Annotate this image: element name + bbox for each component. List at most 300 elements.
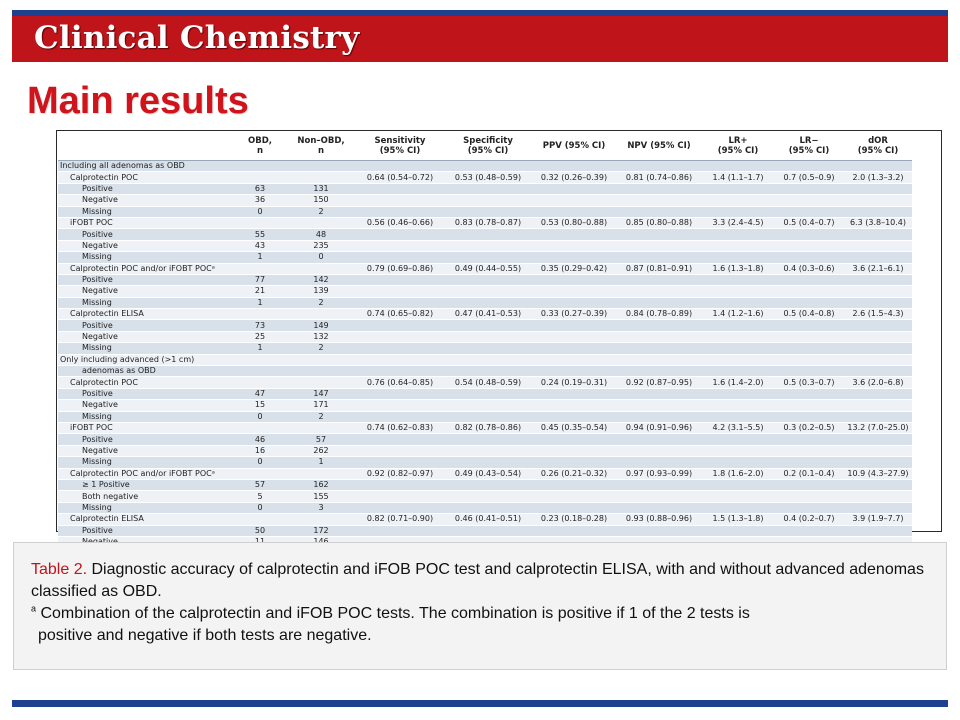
- table-cell: [532, 445, 616, 456]
- table-cell: [702, 411, 774, 422]
- table-cell: 0.32 (0.26–0.39): [532, 172, 616, 183]
- column-header: Non–OBD, n: [286, 132, 356, 161]
- table-cell: [444, 297, 532, 308]
- table-cell: 2: [286, 411, 356, 422]
- table-cell: [774, 183, 844, 194]
- table-cell: [444, 195, 532, 206]
- table-cell: [616, 434, 702, 445]
- row-label-cell: Negative: [58, 195, 234, 206]
- table-cell: 0.54 (0.48–0.59): [444, 377, 532, 388]
- table-cell: 3.3 (2.4–4.5): [702, 217, 774, 228]
- table-cell: [286, 377, 356, 388]
- table-cell: 21: [234, 286, 286, 297]
- table-cell: [616, 354, 702, 365]
- table-cell: [444, 240, 532, 251]
- table-cell: [286, 468, 356, 479]
- table-cell: 0.92 (0.87–0.95): [616, 377, 702, 388]
- table-cell: 0.87 (0.81–0.91): [616, 263, 702, 274]
- table-cell: 2.0 (1.3–3.2): [844, 172, 912, 183]
- table-cell: 1.6 (1.3–1.8): [702, 263, 774, 274]
- row-label-cell: Missing: [58, 457, 234, 468]
- table-cell: [774, 252, 844, 263]
- table-cell: 43: [234, 240, 286, 251]
- table-cell: 155: [286, 491, 356, 502]
- table-cell: [774, 502, 844, 513]
- table-cell: [444, 161, 532, 172]
- table-cell: [356, 183, 444, 194]
- caption-description: Diagnostic accuracy of calprotectin and iFOB POC test and calprotectin ELISA, with and without advanced adenomas classified as OBD.: [31, 561, 924, 600]
- slide-title: Main results: [27, 80, 249, 122]
- table-cell: 0.82 (0.71–0.90): [356, 514, 444, 525]
- caption-text: [31, 559, 931, 647]
- table-cell: 55: [234, 229, 286, 240]
- table-cell: [286, 354, 356, 365]
- table-cell: [444, 400, 532, 411]
- table-cell: [444, 252, 532, 263]
- table-row: [58, 422, 912, 433]
- table-cell: [774, 491, 844, 502]
- table-cell: [356, 240, 444, 251]
- table-row: [58, 502, 912, 513]
- table-cell: [356, 252, 444, 263]
- table-cell: 1.4 (1.1–1.7): [702, 172, 774, 183]
- table-cell: 235: [286, 240, 356, 251]
- table-cell: 0.5 (0.4–0.7): [774, 217, 844, 228]
- table-cell: [356, 525, 444, 536]
- table-cell: 0: [286, 252, 356, 263]
- table-cell: [844, 161, 912, 172]
- table-cell: [702, 525, 774, 536]
- table-cell: [616, 445, 702, 456]
- table-cell: [616, 229, 702, 240]
- table-cell: [774, 525, 844, 536]
- row-label-cell: Positive: [58, 434, 234, 445]
- table-cell: 4.2 (3.1–5.5): [702, 422, 774, 433]
- table-row: [58, 217, 912, 228]
- table-row: [58, 286, 912, 297]
- row-label-cell: Calprotectin POC: [58, 377, 234, 388]
- table-cell: 0.2 (0.1–0.4): [774, 468, 844, 479]
- table-cell: [774, 297, 844, 308]
- table-cell: [356, 434, 444, 445]
- table-cell: [702, 252, 774, 263]
- table-cell: [356, 331, 444, 342]
- table-cell: [844, 274, 912, 285]
- table-cell: 1: [234, 343, 286, 354]
- table-cell: 0.81 (0.74–0.86): [616, 172, 702, 183]
- table-cell: 0.94 (0.91–0.96): [616, 422, 702, 433]
- table-cell: [286, 217, 356, 228]
- table-cell: [774, 411, 844, 422]
- table-cell: 13.2 (7.0–25.0): [844, 422, 912, 433]
- table-cell: [444, 457, 532, 468]
- table-cell: [774, 457, 844, 468]
- table-row: [58, 514, 912, 525]
- table-cell: [286, 514, 356, 525]
- table-cell: [356, 445, 444, 456]
- table-row: [58, 366, 912, 377]
- table-cell: [774, 161, 844, 172]
- table-cell: [702, 502, 774, 513]
- table-cell: 149: [286, 320, 356, 331]
- table-cell: 0.49 (0.44–0.55): [444, 263, 532, 274]
- table-cell: [356, 388, 444, 399]
- column-header: PPV (95% CI): [532, 132, 616, 161]
- row-label-cell: Positive: [58, 183, 234, 194]
- column-header: [58, 132, 234, 161]
- table-cell: 142: [286, 274, 356, 285]
- table-cell: 0.85 (0.80–0.88): [616, 217, 702, 228]
- table-cell: 0.47 (0.41–0.53): [444, 309, 532, 320]
- table-cell: 172: [286, 525, 356, 536]
- table-cell: [356, 457, 444, 468]
- table-cell: [774, 354, 844, 365]
- table-row: [58, 411, 912, 422]
- table-cell: 6.3 (3.8–10.4): [844, 217, 912, 228]
- table-cell: [844, 343, 912, 354]
- table-cell: 3.6 (2.1–6.1): [844, 263, 912, 274]
- table-cell: [844, 445, 912, 456]
- table-cell: [532, 183, 616, 194]
- table-cell: 0.74 (0.62–0.83): [356, 422, 444, 433]
- table-cell: [532, 502, 616, 513]
- row-label-cell: Positive: [58, 525, 234, 536]
- column-header: dOR (95% CI): [844, 132, 912, 161]
- table-row: [58, 377, 912, 388]
- caption-box: [13, 542, 947, 670]
- table-cell: 0: [234, 206, 286, 217]
- table-cell: [532, 240, 616, 251]
- table-cell: [844, 240, 912, 251]
- table-cell: [444, 479, 532, 490]
- table-cell: 2: [286, 297, 356, 308]
- row-label-cell: Calprotectin POC and/or iFOBT POCᵃ: [58, 263, 234, 274]
- table-cell: [444, 411, 532, 422]
- row-label-cell: Calprotectin POC: [58, 172, 234, 183]
- table-cell: [444, 366, 532, 377]
- table-cell: [844, 206, 912, 217]
- footnote-line-1: [31, 603, 931, 625]
- table-cell: [532, 161, 616, 172]
- results-table: [58, 132, 912, 560]
- table-cell: [532, 331, 616, 342]
- table-cell: 150: [286, 195, 356, 206]
- table-cell: [532, 388, 616, 399]
- table-cell: 57: [286, 434, 356, 445]
- table-cell: [844, 297, 912, 308]
- table-cell: [286, 422, 356, 433]
- footnote-line-2: positive and negative if both tests are negative.: [38, 627, 372, 644]
- table-cell: 3: [286, 502, 356, 513]
- table-cell: [444, 343, 532, 354]
- table-cell: 25: [234, 331, 286, 342]
- table-cell: [532, 274, 616, 285]
- table-cell: 2: [286, 206, 356, 217]
- table-row: [58, 172, 912, 183]
- table-cell: [844, 388, 912, 399]
- table-cell: 0.64 (0.54–0.72): [356, 172, 444, 183]
- row-label-cell: Negative: [58, 400, 234, 411]
- table-cell: [532, 229, 616, 240]
- table-row: [58, 320, 912, 331]
- table-cell: [444, 320, 532, 331]
- table-cell: 0.74 (0.65–0.82): [356, 309, 444, 320]
- table-cell: 0.76 (0.64–0.85): [356, 377, 444, 388]
- table-cell: [702, 229, 774, 240]
- table-cell: [702, 297, 774, 308]
- table-cell: [532, 400, 616, 411]
- table-cell: [234, 217, 286, 228]
- table-cell: [774, 366, 844, 377]
- row-label-cell: Negative: [58, 445, 234, 456]
- row-label-cell: Both negative: [58, 491, 234, 502]
- table-cell: [356, 320, 444, 331]
- table-cell: [774, 229, 844, 240]
- table-cell: [286, 161, 356, 172]
- table-cell: [444, 183, 532, 194]
- table-cell: [702, 240, 774, 251]
- table-body: [58, 161, 912, 560]
- table-cell: [844, 252, 912, 263]
- table-cell: [702, 388, 774, 399]
- table-cell: [774, 445, 844, 456]
- table-cell: [616, 502, 702, 513]
- table-cell: 5: [234, 491, 286, 502]
- table-cell: [844, 479, 912, 490]
- table-cell: [444, 502, 532, 513]
- table-row: [58, 195, 912, 206]
- table-cell: 48: [286, 229, 356, 240]
- table-cell: [702, 457, 774, 468]
- row-label-cell: Positive: [58, 388, 234, 399]
- table-cell: 1: [234, 252, 286, 263]
- table-cell: [616, 525, 702, 536]
- table-cell: 0.3 (0.2–0.5): [774, 422, 844, 433]
- table-cell: 0.24 (0.19–0.31): [532, 377, 616, 388]
- table-cell: [356, 229, 444, 240]
- table-cell: [702, 274, 774, 285]
- table-cell: [234, 172, 286, 183]
- table-cell: [844, 434, 912, 445]
- row-label-cell: Only including advanced (>1 cm): [58, 354, 234, 365]
- table-row: [58, 183, 912, 194]
- row-label-cell: Calprotectin ELISA: [58, 309, 234, 320]
- table-cell: 0.35 (0.29–0.42): [532, 263, 616, 274]
- table-cell: [444, 229, 532, 240]
- table-cell: [702, 491, 774, 502]
- table-cell: [532, 206, 616, 217]
- table-cell: [616, 366, 702, 377]
- table-row: [58, 468, 912, 479]
- table-cell: 36: [234, 195, 286, 206]
- table-cell: [234, 161, 286, 172]
- table-cell: [844, 411, 912, 422]
- table-row: [58, 263, 912, 274]
- table-row: [58, 491, 912, 502]
- table-cell: [356, 491, 444, 502]
- table-cell: [356, 161, 444, 172]
- footnote-text-1: Combination of the calprotectin and iFOB POC tests. The combination is positive if 1 of the 2 tests is: [36, 605, 750, 622]
- table-cell: [356, 479, 444, 490]
- table-row: [58, 240, 912, 251]
- table-cell: [444, 434, 532, 445]
- table-cell: [616, 206, 702, 217]
- table-cell: [774, 240, 844, 251]
- row-label-cell: Positive: [58, 320, 234, 331]
- table-cell: 2.6 (1.5–4.3): [844, 309, 912, 320]
- table-cell: [616, 331, 702, 342]
- row-label-cell: Missing: [58, 411, 234, 422]
- table-row: [58, 479, 912, 490]
- table-cell: 2: [286, 343, 356, 354]
- table-cell: 50: [234, 525, 286, 536]
- table-cell: [844, 366, 912, 377]
- row-label-cell: iFOBT POC: [58, 217, 234, 228]
- table-cell: 0.56 (0.46–0.66): [356, 217, 444, 228]
- table-cell: [234, 366, 286, 377]
- table-cell: [532, 320, 616, 331]
- table-cell: [532, 343, 616, 354]
- column-header: LR− (95% CI): [774, 132, 844, 161]
- table-cell: [444, 445, 532, 456]
- row-label-cell: Positive: [58, 274, 234, 285]
- table-row: [58, 297, 912, 308]
- table-cell: [444, 354, 532, 365]
- row-label-cell: Negative: [58, 331, 234, 342]
- table-cell: 139: [286, 286, 356, 297]
- table-cell: [532, 286, 616, 297]
- table-cell: [356, 411, 444, 422]
- table-cell: 171: [286, 400, 356, 411]
- table-cell: 0.5 (0.4–0.8): [774, 309, 844, 320]
- table-cell: 0.53 (0.80–0.88): [532, 217, 616, 228]
- table-cell: [444, 388, 532, 399]
- table-cell: [702, 183, 774, 194]
- table-row: [58, 331, 912, 342]
- table-cell: [774, 286, 844, 297]
- table-cell: [844, 229, 912, 240]
- table-cell: [702, 195, 774, 206]
- row-label-cell: adenomas as OBD: [58, 366, 234, 377]
- table-cell: [532, 297, 616, 308]
- table-row: [58, 434, 912, 445]
- table-cell: [702, 434, 774, 445]
- row-label-cell: ≥ 1 Positive: [58, 479, 234, 490]
- table-cell: 15: [234, 400, 286, 411]
- table-cell: [616, 286, 702, 297]
- table-row: [58, 525, 912, 536]
- table-cell: 57: [234, 479, 286, 490]
- table-row: [58, 343, 912, 354]
- table-cell: [844, 400, 912, 411]
- table-cell: [774, 400, 844, 411]
- table-cell: [616, 183, 702, 194]
- table-cell: [532, 491, 616, 502]
- table-cell: [844, 183, 912, 194]
- row-label-cell: Calprotectin POC and/or iFOBT POCᵃ: [58, 468, 234, 479]
- table-cell: 0: [234, 411, 286, 422]
- table-row: [58, 354, 912, 365]
- header-banner: [12, 16, 948, 62]
- table-cell: [702, 331, 774, 342]
- table-cell: 73: [234, 320, 286, 331]
- row-label-cell: Missing: [58, 343, 234, 354]
- table-cell: [702, 354, 774, 365]
- table-cell: 262: [286, 445, 356, 456]
- row-label-cell: Negative: [58, 240, 234, 251]
- table-cell: [844, 502, 912, 513]
- table-cell: 162: [286, 479, 356, 490]
- table-cell: 47: [234, 388, 286, 399]
- table-cell: [234, 422, 286, 433]
- table-cell: [702, 206, 774, 217]
- table-cell: [356, 297, 444, 308]
- table-row: [58, 252, 912, 263]
- table-cell: [234, 354, 286, 365]
- table-cell: [532, 366, 616, 377]
- table-cell: 0.79 (0.69–0.86): [356, 263, 444, 274]
- table-cell: [774, 331, 844, 342]
- table-cell: 0.7 (0.5–0.9): [774, 172, 844, 183]
- table-cell: [702, 320, 774, 331]
- table-row: [58, 206, 912, 217]
- table-cell: [774, 479, 844, 490]
- bottom-rule: [12, 700, 948, 707]
- table-cell: [702, 400, 774, 411]
- row-label-cell: Missing: [58, 502, 234, 513]
- table-cell: [616, 297, 702, 308]
- table-cell: [702, 366, 774, 377]
- column-header: OBD, n: [234, 132, 286, 161]
- row-label-cell: iFOBT POC: [58, 422, 234, 433]
- table-cell: 0.82 (0.78–0.86): [444, 422, 532, 433]
- footnote-mark: a: [31, 603, 37, 614]
- table-cell: [532, 252, 616, 263]
- table-cell: [616, 252, 702, 263]
- table-cell: [444, 206, 532, 217]
- table-cell: [356, 274, 444, 285]
- table-cell: [774, 206, 844, 217]
- row-label-cell: Missing: [58, 206, 234, 217]
- table-cell: [616, 161, 702, 172]
- table-cell: 1: [234, 297, 286, 308]
- table-cell: [616, 457, 702, 468]
- table-cell: [444, 286, 532, 297]
- table-cell: [616, 400, 702, 411]
- table-cell: 1.6 (1.4–2.0): [702, 377, 774, 388]
- table-cell: [444, 525, 532, 536]
- table-cell: [356, 195, 444, 206]
- table-cell: [702, 161, 774, 172]
- table-cell: 46: [234, 434, 286, 445]
- table-cell: [356, 206, 444, 217]
- caption-main: [31, 559, 931, 603]
- table-cell: [616, 343, 702, 354]
- table-cell: 0.97 (0.93–0.99): [616, 468, 702, 479]
- table-cell: [774, 195, 844, 206]
- table-cell: [356, 366, 444, 377]
- table-cell: [616, 479, 702, 490]
- table-cell: [356, 502, 444, 513]
- table-cell: [616, 491, 702, 502]
- brand-title: Clinical Chemistry: [34, 20, 360, 56]
- table-cell: [844, 457, 912, 468]
- table-cell: [444, 331, 532, 342]
- table-cell: [356, 354, 444, 365]
- table-cell: [616, 195, 702, 206]
- table-cell: 0.4 (0.2–0.7): [774, 514, 844, 525]
- table-cell: [774, 274, 844, 285]
